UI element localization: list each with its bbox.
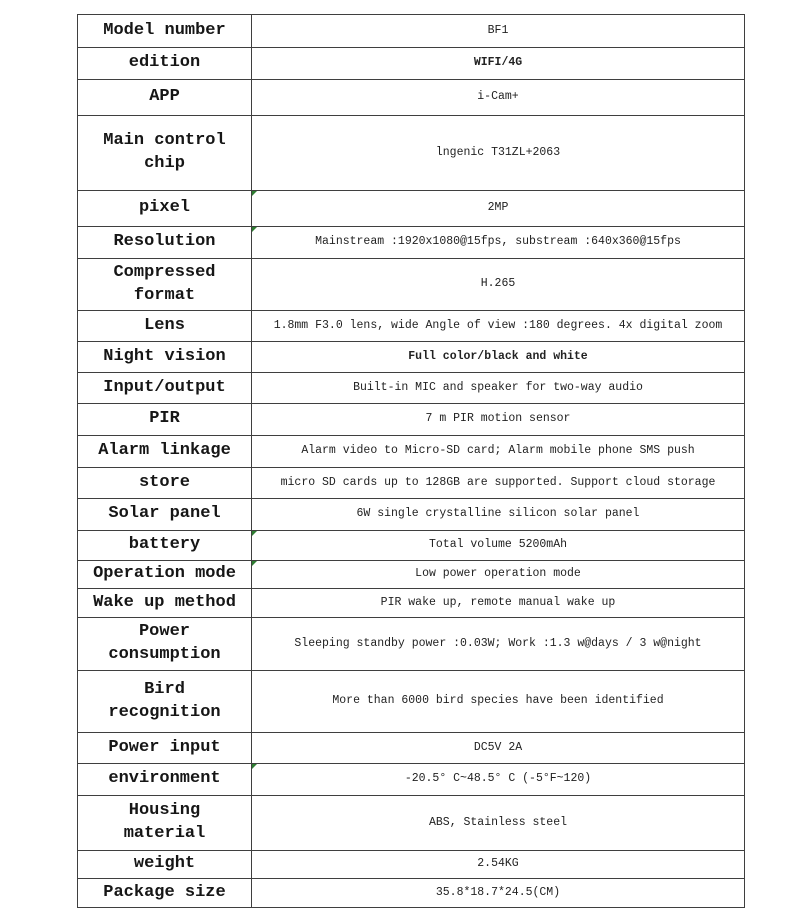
spec-attribute-value: Alarm video to Micro-SD card; Alarm mobile phone SMS push [252,436,745,468]
spec-attribute-label: Alarm linkage [78,436,252,468]
spec-attribute-value: Low power operation mode [252,561,745,589]
spec-attribute-value: WIFI/4G [252,48,745,80]
spec-attribute-value: Total volume 5200mAh [252,531,745,561]
spec-attribute-value: Built-in MIC and speaker for two-way audio [252,373,745,404]
spec-attribute-value: Sleeping standby power :0.03W; Work :1.3 w@days / 3 w@night [252,618,745,671]
spec-attribute-label: environment [78,764,252,796]
spec-attribute-label: Power consumption [78,618,252,671]
table-row [78,618,745,671]
spec-attribute-label: battery [78,531,252,561]
spec-attribute-label: pixel [78,191,252,227]
spec-attribute-value: micro SD cards up to 128GB are supported. Support cloud storage [252,468,745,499]
spec-attribute-label: store [78,468,252,499]
spec-attribute-value: 6W single crystalline silicon solar panel [252,499,745,531]
spec-attribute-value: 35.8*18.7*24.5(CM) [252,879,745,908]
spec-attribute-label: Compressed format [78,259,252,311]
spec-attribute-value: BF1 [252,15,745,48]
table-row [78,227,745,259]
table-row [78,373,745,404]
spec-attribute-label: Bird recognition [78,671,252,733]
spec-attribute-value: Full color/black and white [252,342,745,373]
spec-attribute-label: PIR [78,404,252,436]
table-row [78,191,745,227]
table-row [78,15,745,48]
spec-attribute-value: lngenic T31ZL+2063 [252,116,745,191]
table-row [78,764,745,796]
spec-attribute-value: DC5V 2A [252,733,745,764]
table-row [78,561,745,589]
spec-attribute-value: 2MP [252,191,745,227]
spec-attribute-value: ABS, Stainless steel [252,796,745,851]
spec-attribute-label: Resolution [78,227,252,259]
spec-attribute-label: APP [78,80,252,116]
spec-attribute-label: Housing material [78,796,252,851]
spec-attribute-value: i-Cam+ [252,80,745,116]
spec-sheet [77,14,722,908]
table-row [78,48,745,80]
table-row [78,80,745,116]
spec-attribute-label: Night vision [78,342,252,373]
spec-attribute-label: Model number [78,15,252,48]
table-row [78,796,745,851]
spec-table-body [78,15,745,908]
table-row [78,671,745,733]
table-row [78,589,745,618]
product-spec-table [77,14,745,908]
spec-attribute-value: 7 m PIR motion sensor [252,404,745,436]
table-row [78,342,745,373]
spec-attribute-label: Main control chip [78,116,252,191]
spec-attribute-value: More than 6000 bird species have been identified [252,671,745,733]
spec-attribute-label: Input/output [78,373,252,404]
table-row [78,879,745,908]
spec-attribute-value: H.265 [252,259,745,311]
table-row [78,404,745,436]
table-row [78,499,745,531]
spec-attribute-value: 1.8mm F3.0 lens, wide Angle of view :180 degrees. 4x digital zoom [252,311,745,342]
table-row [78,468,745,499]
table-row [78,733,745,764]
spec-attribute-value: PIR wake up, remote manual wake up [252,589,745,618]
spec-attribute-label: Operation mode [78,561,252,589]
spec-attribute-value: Mainstream :1920x1080@15fps, substream :640x360@15fps [252,227,745,259]
spec-attribute-label: Lens [78,311,252,342]
table-row [78,436,745,468]
table-row [78,311,745,342]
spec-attribute-label: Power input [78,733,252,764]
spec-attribute-label: Solar panel [78,499,252,531]
spec-attribute-label: edition [78,48,252,80]
table-row [78,531,745,561]
spec-attribute-label: Package size [78,879,252,908]
spec-attribute-value: -20.5° C~48.5° C (-5°F~120) [252,764,745,796]
table-row [78,116,745,191]
spec-attribute-value: 2.54KG [252,851,745,879]
table-row [78,259,745,311]
spec-attribute-label: Wake up method [78,589,252,618]
table-row [78,851,745,879]
spec-attribute-label: weight [78,851,252,879]
